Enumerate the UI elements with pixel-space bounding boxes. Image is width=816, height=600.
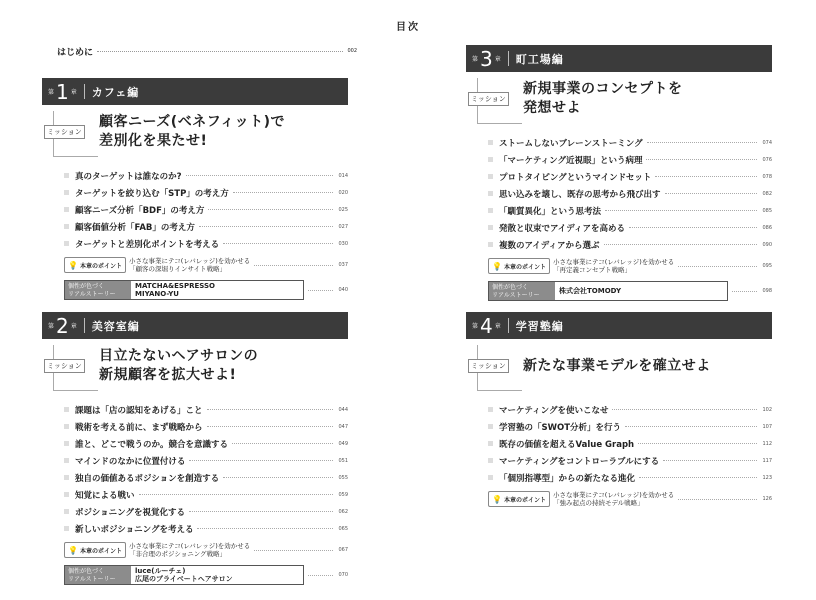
toc-item[interactable] (466, 219, 772, 236)
lightbulb-icon: 💡 (68, 260, 78, 270)
leader-dots (189, 511, 333, 512)
story-line-2: MIYANO-YU (135, 290, 179, 298)
leader-dots (308, 575, 333, 576)
toc-item[interactable] (42, 503, 348, 520)
story-label (65, 566, 131, 584)
item-title: ストームしないブレーンストーミング (499, 138, 643, 149)
bullet-icon (64, 441, 69, 446)
bullet-icon (488, 424, 493, 429)
intro-label: はじめに (57, 47, 94, 58)
item-title: 課題は「店の認知をあげる」こと (75, 405, 203, 416)
intro-entry[interactable] (57, 45, 357, 57)
page-number: 014 (338, 172, 348, 179)
story-label-line-2: リアルストーリー (492, 292, 540, 299)
mission-heading (523, 80, 683, 118)
mission-line-1: 新規事業のコンセプトを (523, 81, 683, 97)
toc-item[interactable] (42, 435, 348, 452)
leader-dots (629, 227, 757, 228)
toc-item[interactable] (466, 151, 772, 168)
toc-items (466, 401, 772, 486)
story-value (131, 281, 219, 299)
chapter-header (42, 78, 348, 105)
point-line-1: 小さな事業にテコ(レバレッジ)を効かせる (128, 542, 251, 550)
chapter-number: 4 (480, 313, 493, 338)
point-text (553, 491, 674, 507)
divider (508, 318, 509, 333)
item-title: 「馴質異化」という思考法 (499, 206, 602, 217)
chapter-title: 美容室編 (91, 319, 140, 333)
mission-tag: ミッション (44, 125, 85, 139)
page-number: 037 (338, 262, 348, 268)
toc-item[interactable] (466, 469, 772, 486)
leader-dots (678, 499, 757, 500)
bullet-icon (488, 458, 493, 463)
leader-dots (663, 460, 757, 461)
page-number: 070 (338, 572, 348, 578)
point-line-1: 小さな事業にテコ(レバレッジ)を効かせる (552, 491, 675, 499)
bullet-icon (64, 424, 69, 429)
item-title: 学習塾の「SWOT分析」を行う (499, 422, 622, 433)
page-number: 102 (762, 406, 772, 413)
bullet-icon (488, 140, 493, 145)
page-number: 074 (762, 139, 772, 146)
leader-dots (254, 265, 333, 266)
item-title: 独自の価値あるポジションを創造する (75, 473, 220, 484)
toc-item[interactable] (42, 167, 348, 184)
page-number: 117 (762, 457, 772, 464)
bullet-icon (64, 492, 69, 497)
chapter-suffix: 章 (494, 56, 501, 63)
point-line-2: 「再定義コンセプト戦略」 (552, 266, 631, 274)
story-label-line-1: 個性が色づく (492, 284, 529, 291)
chapter-4 (466, 312, 772, 510)
story-box (488, 281, 728, 301)
chapter-prefix: 第 (472, 323, 479, 330)
chapter-suffix: 章 (70, 323, 77, 330)
chapter-3 (466, 45, 772, 303)
mission-line-2: 新規顧客を拡大せよ! (99, 367, 237, 383)
leader-dots (605, 210, 757, 211)
toc-item[interactable] (466, 435, 772, 452)
chapter-2 (42, 312, 348, 587)
leader-dots (197, 528, 333, 529)
bullet-icon (64, 407, 69, 412)
story-box (64, 565, 304, 585)
bullet-icon (488, 407, 493, 412)
bullet-icon (488, 441, 493, 446)
mission-line (53, 156, 98, 157)
story-line-1: luce(ルーチェ) (135, 567, 186, 575)
leader-dots (655, 176, 757, 177)
chapter-prefix: 第 (48, 89, 55, 96)
bullet-icon (64, 190, 69, 195)
leader-dots (223, 243, 333, 244)
point-line-2: 「非合理のポジショニング戦略」 (128, 550, 227, 558)
chapter-header (466, 312, 772, 339)
chapter-point[interactable] (488, 488, 772, 510)
chapter-number: 2 (56, 313, 69, 338)
toc-item[interactable] (42, 184, 348, 201)
item-title: プロトタイピングというマインドセット (499, 172, 652, 183)
mission-block (42, 345, 348, 391)
item-title: マーケティングをコントローラブルにする (499, 456, 660, 467)
lightbulb-icon: 💡 (492, 261, 502, 271)
mission-line (53, 390, 98, 391)
item-title: 新しいポジショニングを考える (75, 524, 194, 535)
chapter-title: カフェ編 (91, 85, 140, 99)
real-story[interactable] (64, 563, 348, 587)
leader-dots (604, 244, 757, 245)
chapter-header (42, 312, 348, 339)
page-number: 002 (347, 48, 357, 54)
page-number: 030 (338, 240, 348, 247)
page-number: 076 (762, 156, 772, 163)
page-number: 065 (338, 525, 348, 532)
item-title: 誰と、どこで戦うのか。競合を意識する (75, 439, 229, 450)
leader-dots (625, 426, 757, 427)
toc-items (466, 134, 772, 253)
page-number: 040 (338, 287, 348, 293)
story-line-1: MATCHA&ESPRESSO (135, 282, 215, 290)
story-value (131, 566, 237, 584)
point-badge-label: 本章のポイント (503, 263, 546, 271)
page-number: 020 (338, 189, 348, 196)
toc-item[interactable] (466, 401, 772, 418)
page-number: 086 (762, 224, 772, 231)
story-label-line-2: リアルストーリー (68, 576, 116, 583)
story-label-line-2: リアルストーリー (68, 291, 116, 298)
bullet-icon (64, 241, 69, 246)
toc-item[interactable] (42, 218, 348, 235)
item-title: 「個別指導型」からの新たなる進化 (499, 473, 636, 484)
leader-dots (638, 443, 757, 444)
chapter-number: 3 (480, 46, 493, 71)
divider (84, 318, 85, 333)
story-label-line-1: 個性が色づく (68, 568, 105, 575)
page-number: 095 (762, 263, 772, 269)
page-number: 047 (338, 423, 348, 430)
mission-line (477, 123, 522, 124)
item-title: 既存の価値を超えるValue Graph (499, 439, 635, 450)
chapter-title: 町工場編 (515, 52, 564, 66)
item-title: 知覚による戦い (75, 490, 135, 501)
chapter-point[interactable] (64, 254, 348, 276)
story-label (489, 282, 555, 300)
leader-dots (208, 209, 333, 210)
page-number: 049 (338, 440, 348, 447)
leader-dots (189, 460, 333, 461)
mission-heading (523, 357, 711, 376)
chapter-1 (42, 78, 348, 302)
point-badge-label: 本章のポイント (503, 496, 546, 504)
leader-dots (647, 142, 757, 143)
leader-dots (678, 266, 757, 267)
toc-item[interactable] (466, 168, 772, 185)
toc-item[interactable] (42, 469, 348, 486)
mission-block (42, 111, 348, 157)
page-number: 027 (338, 223, 348, 230)
leader-dots (199, 226, 333, 227)
leader-dots (186, 175, 333, 176)
point-text (129, 257, 250, 273)
leader-dots (207, 426, 333, 427)
toc-item[interactable] (466, 418, 772, 435)
mission-line-1: 新たな事業モデルを確立せよ (523, 358, 711, 374)
toc-item[interactable] (42, 452, 348, 469)
point-badge (64, 257, 126, 273)
item-title: 顧客ニーズ分析「BDF」の考え方 (75, 205, 205, 216)
bullet-icon (488, 174, 493, 179)
page-number: 051 (338, 457, 348, 464)
item-title: ターゲットを絞り込む「STP」の考え方 (75, 188, 229, 199)
real-story[interactable] (64, 278, 348, 302)
mission-tag: ミッション (468, 359, 509, 373)
item-title: 戦術を考える前に、まず戦略から (75, 422, 203, 433)
page-number: 123 (762, 474, 772, 481)
mission-heading (99, 347, 258, 385)
story-label (65, 281, 131, 299)
page-number: 067 (338, 547, 348, 553)
point-line-1: 小さな事業にテコ(レバレッジ)を効かせる (552, 258, 675, 266)
point-badge-label: 本章のポイント (79, 547, 122, 555)
page-number: 055 (338, 474, 348, 481)
page-number: 085 (762, 207, 772, 214)
point-text (553, 258, 674, 274)
leader-dots (207, 409, 333, 410)
item-title: 発散と収束でアイディアを高める (499, 223, 626, 234)
divider (84, 84, 85, 99)
toc-item[interactable] (42, 235, 348, 252)
page-number: 059 (338, 491, 348, 498)
leader-dots (254, 550, 333, 551)
chapter-prefix: 第 (48, 323, 55, 330)
chapter-point[interactable] (488, 255, 772, 277)
leader-dots (97, 51, 343, 52)
page-number: 090 (762, 241, 772, 248)
story-value (555, 282, 625, 300)
point-text (129, 542, 250, 558)
leader-dots (139, 494, 333, 495)
bullet-icon (64, 458, 69, 463)
bullet-icon (488, 208, 493, 213)
page-title: 目次 (396, 22, 420, 33)
point-badge (488, 258, 550, 274)
real-story[interactable] (488, 279, 772, 303)
toc-item[interactable] (42, 418, 348, 435)
point-badge (64, 542, 126, 558)
item-title: 真のターゲットは誰なのか? (75, 171, 182, 182)
chapter-suffix: 章 (70, 89, 77, 96)
leader-dots (665, 193, 757, 194)
page-number: 078 (762, 173, 772, 180)
item-title: 複数のアイディアから選ぶ (499, 240, 600, 251)
item-title: マインドのなかに位置付ける (75, 456, 186, 467)
story-label-line-1: 個性が色づく (68, 283, 105, 290)
point-badge-label: 本章のポイント (79, 262, 122, 270)
mission-tag: ミッション (44, 359, 85, 373)
page-number: 025 (338, 206, 348, 213)
bullet-icon (64, 173, 69, 178)
mission-tag: ミッション (468, 92, 509, 106)
bullet-icon (488, 242, 493, 247)
bullet-icon (488, 225, 493, 230)
lightbulb-icon: 💡 (492, 494, 502, 504)
mission-line-2: 発想せよ (523, 100, 581, 116)
toc-item[interactable] (466, 452, 772, 469)
item-title: ポジショニングを視覚化する (75, 507, 185, 518)
bullet-icon (488, 157, 493, 162)
toc-item[interactable] (42, 486, 348, 503)
item-title: ターゲットと差別化ポイントを考える (75, 239, 220, 250)
bullet-icon (64, 509, 69, 514)
leader-dots (639, 477, 757, 478)
chapter-header (466, 45, 772, 72)
leader-dots (646, 159, 757, 160)
toc-item[interactable] (466, 202, 772, 219)
page-number: 062 (338, 508, 348, 515)
chapter-point[interactable] (64, 539, 348, 561)
page-number: 098 (762, 288, 772, 294)
point-line-2: 「顧客の深堀りインサイト戦略」 (128, 265, 227, 273)
bullet-icon (64, 224, 69, 229)
page-number: 126 (762, 496, 772, 502)
leader-dots (732, 291, 757, 292)
chapter-prefix: 第 (472, 56, 479, 63)
lightbulb-icon: 💡 (68, 545, 78, 555)
leader-dots (223, 477, 333, 478)
mission-line (477, 390, 522, 391)
toc-item[interactable] (466, 134, 772, 151)
mission-line-1: 顧客ニーズ(ベネフィット)で (99, 114, 285, 130)
point-line-1: 小さな事業にテコ(レバレッジ)を効かせる (128, 257, 251, 265)
page-number: 044 (338, 406, 348, 413)
leader-dots (232, 443, 333, 444)
bullet-icon (64, 207, 69, 212)
chapter-number: 1 (56, 79, 69, 104)
mission-block (466, 345, 772, 391)
point-line-2: 「強み起点の持続モデル戦略」 (552, 499, 644, 507)
toc-items (42, 401, 348, 537)
page-number: 107 (762, 423, 772, 430)
page-number: 112 (762, 440, 772, 447)
bullet-icon (488, 191, 493, 196)
toc-item[interactable] (42, 401, 348, 418)
page-number: 082 (762, 190, 772, 197)
chapter-title: 学習塾編 (515, 319, 564, 333)
item-title: マーケティングを使いこなせ (499, 405, 609, 416)
story-line-2: 広尾のプライベートヘアサロン (135, 575, 233, 583)
toc-item[interactable] (42, 520, 348, 537)
mission-line-2: 差別化を果たせ! (99, 133, 208, 149)
chapter-suffix: 章 (494, 323, 501, 330)
item-title: 顧客価値分析「FAB」の考え方 (75, 222, 195, 233)
bullet-icon (64, 526, 69, 531)
toc-items (42, 167, 348, 252)
mission-line-1: 目立たないヘアサロンの (99, 348, 259, 364)
mission-heading (99, 113, 285, 151)
story-line-1: 株式会社TOMODY (559, 287, 622, 295)
item-title: 「マーケティング近視眼」という病理 (499, 155, 643, 166)
toc-item[interactable] (42, 201, 348, 218)
leader-dots (612, 409, 757, 410)
story-box (64, 280, 304, 300)
toc-item[interactable] (466, 185, 772, 202)
mission-block (466, 78, 772, 124)
item-title: 思い込みを壊し、既存の思考から飛び出す (499, 189, 661, 200)
point-badge (488, 491, 550, 507)
bullet-icon (64, 475, 69, 480)
divider (508, 51, 509, 66)
toc-item[interactable] (466, 236, 772, 253)
leader-dots (308, 290, 333, 291)
bullet-icon (488, 475, 493, 480)
leader-dots (233, 192, 333, 193)
